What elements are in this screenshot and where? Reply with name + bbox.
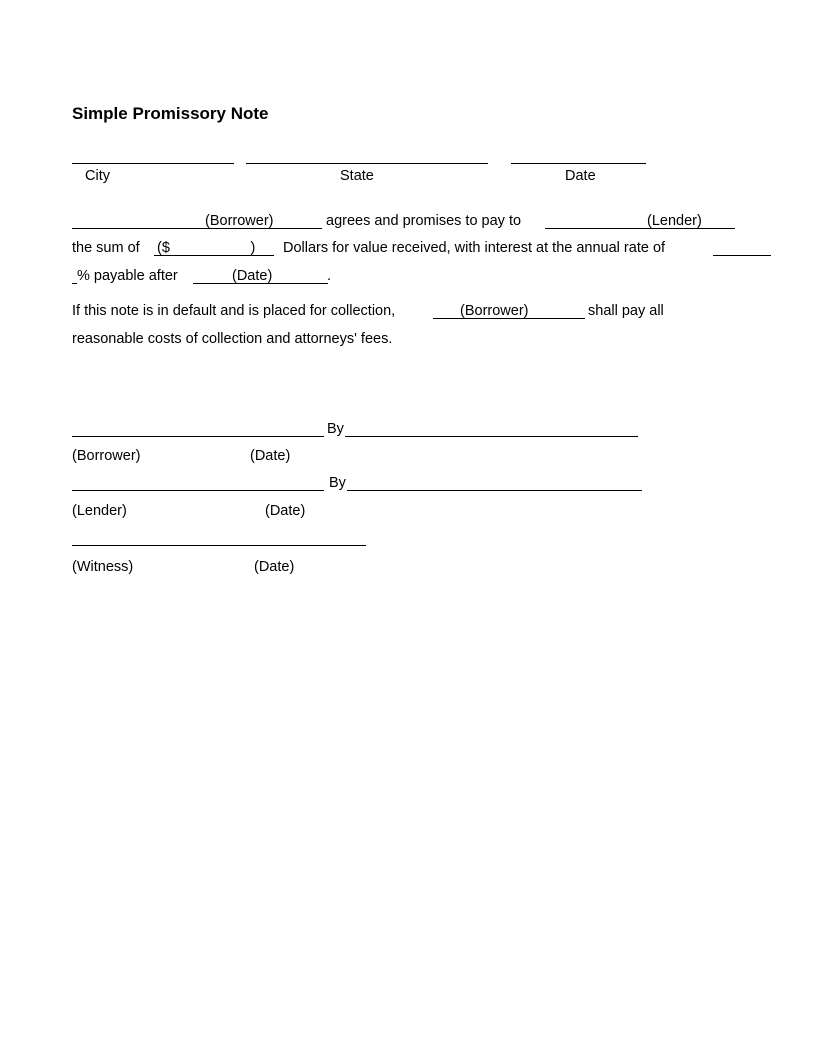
borrower-signature-line[interactable] xyxy=(72,436,324,437)
default-clause-text: If this note is in default and is placed for collection, xyxy=(72,303,396,319)
period-text: . xyxy=(327,268,332,284)
amount-placeholder: ($ ) xyxy=(157,240,256,256)
default-borrower-placeholder: (Borrower) xyxy=(460,303,529,319)
lender-placeholder: (Lender) xyxy=(647,213,702,229)
payable-date-placeholder: (Date) xyxy=(232,268,273,284)
witness-date-label: (Date) xyxy=(254,559,295,575)
sum-of-text: the sum of xyxy=(72,240,140,256)
witness-signature-label: (Witness) xyxy=(72,559,134,575)
borrower-placeholder: (Borrower) xyxy=(205,213,274,229)
document-title: Simple Promissory Note xyxy=(72,104,269,123)
lender-signature-line[interactable] xyxy=(72,490,324,491)
witness-signature-line[interactable] xyxy=(72,545,366,546)
payable-after-text: % payable after xyxy=(77,268,178,284)
lender-by-line[interactable] xyxy=(347,490,642,491)
agrees-text: agrees and promises to pay to xyxy=(326,213,522,229)
state-blank-line[interactable] xyxy=(246,163,488,164)
borrower-date-label: (Date) xyxy=(250,448,291,464)
date-blank-line[interactable] xyxy=(511,163,646,164)
lender-signature-label: (Lender) xyxy=(72,503,127,519)
lender-blank-line[interactable] xyxy=(545,228,735,229)
date-label: Date xyxy=(565,168,596,184)
lender-date-label: (Date) xyxy=(265,503,306,519)
dollars-text: Dollars for value received, with interest at the annual rate of xyxy=(283,240,666,256)
borrower-by-label: By xyxy=(327,421,344,437)
city-blank-line[interactable] xyxy=(72,163,234,164)
rate-blank-line[interactable] xyxy=(713,255,771,256)
state-label: State xyxy=(340,168,374,184)
lender-by-label: By xyxy=(329,475,346,491)
borrower-blank-line[interactable] xyxy=(72,228,322,229)
city-label: City xyxy=(85,168,110,184)
borrower-by-line[interactable] xyxy=(345,436,638,437)
borrower-signature-label: (Borrower) xyxy=(72,448,141,464)
costs-clause-text: reasonable costs of collection and attorneys' fees. xyxy=(72,331,393,347)
shall-pay-text: shall pay all xyxy=(588,303,664,319)
